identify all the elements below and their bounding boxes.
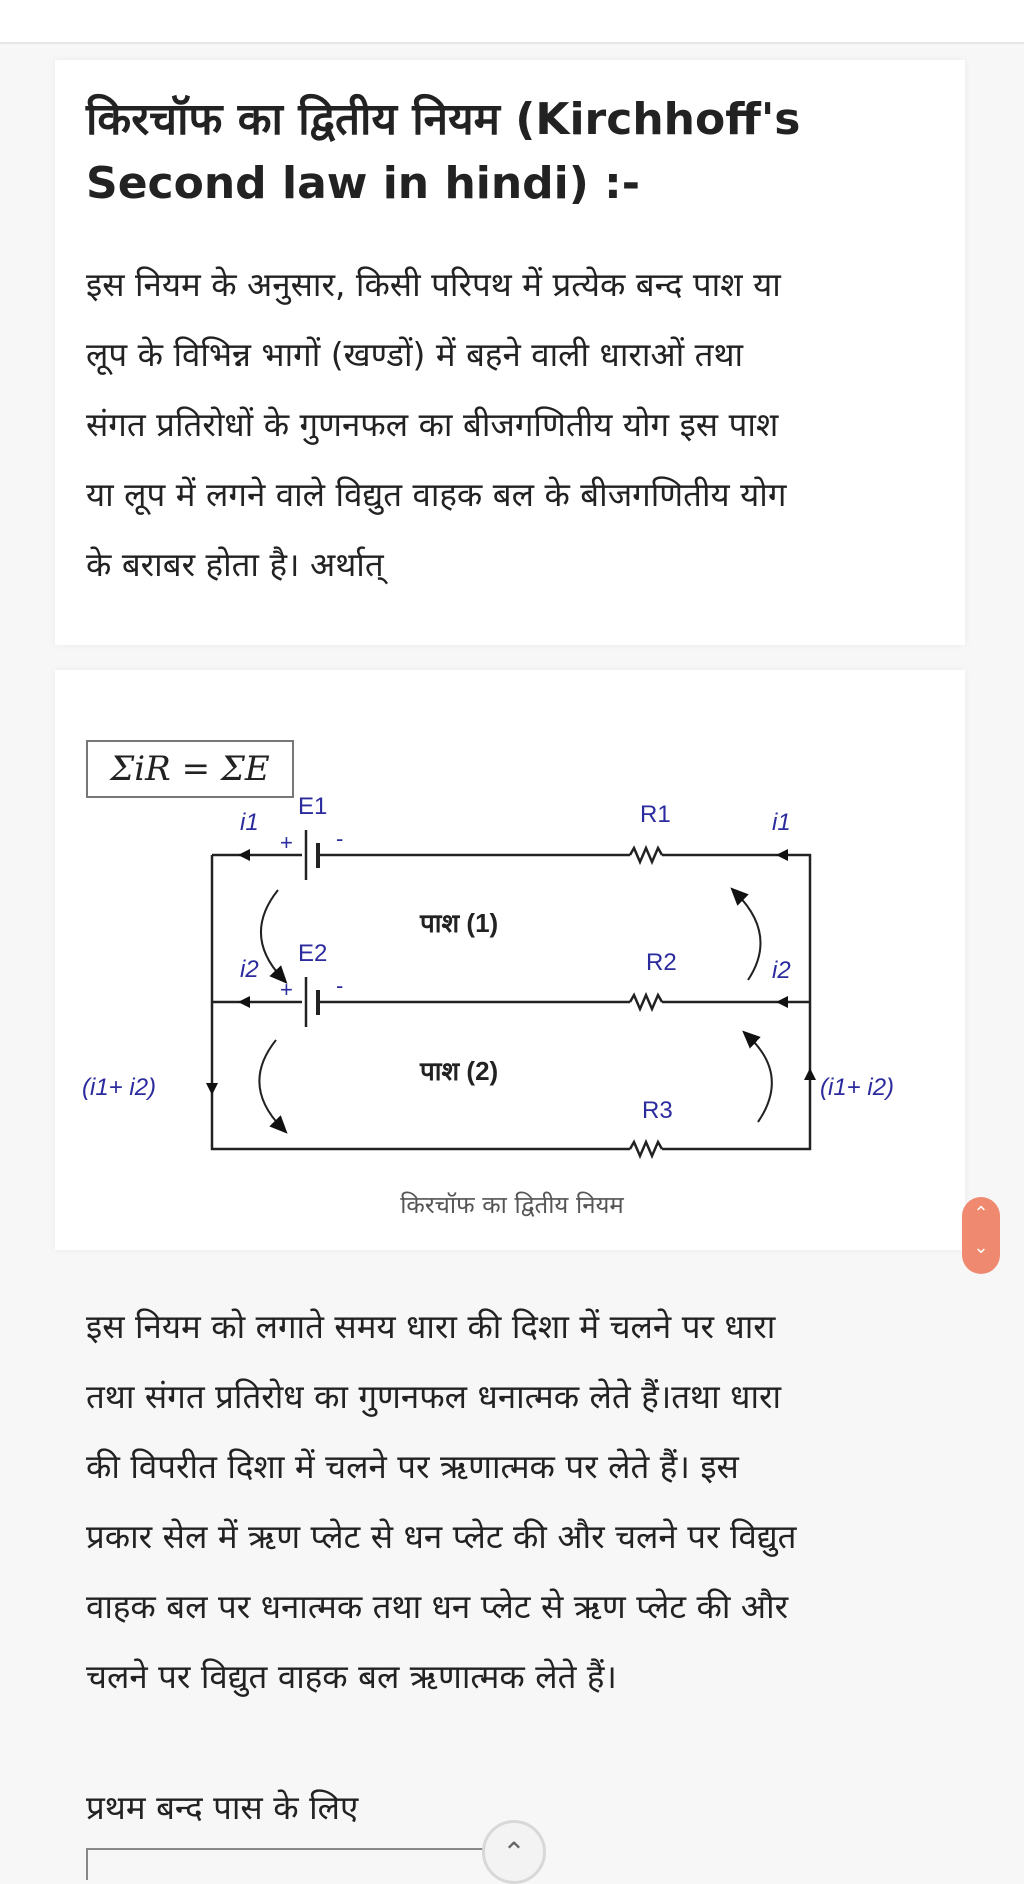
chevron-up-icon[interactable]: ⌃ bbox=[973, 1203, 989, 1224]
equation-box bbox=[86, 1848, 488, 1880]
chevron-up-icon[interactable]: ⌃ bbox=[502, 1836, 526, 1869]
label-e2: E2 bbox=[298, 940, 328, 967]
label-plus-e1: + bbox=[280, 830, 293, 855]
resistor-r1 bbox=[630, 848, 662, 862]
label-i2-left: i2 bbox=[240, 956, 259, 983]
title-line: किरचॉफ का द्वितीय नियम (Kirchhoff's bbox=[86, 94, 801, 145]
chevron-down-icon[interactable]: ⌄ bbox=[973, 1237, 989, 1258]
label-r1: R1 bbox=[640, 801, 671, 828]
first-loop-heading: प्रथम बन्द पास के लिए bbox=[86, 1788, 359, 1827]
resistor-r2 bbox=[630, 995, 662, 1009]
back-to-top-button[interactable] bbox=[482, 1820, 546, 1884]
text-line: चलने पर विद्युत वाहक बल ऋणात्मक लेते हैं। bbox=[86, 1657, 617, 1696]
label-e1: E1 bbox=[298, 793, 328, 820]
text-line: संगत प्रतिरोधों के गुणनफल का बीजगणितीय योग इस पाश bbox=[86, 405, 779, 444]
label-i1-right: i1 bbox=[772, 809, 791, 836]
text-line: इस नियम के अनुसार, किसी परिपथ में प्रत्येक बन्द पाश या bbox=[86, 265, 781, 304]
label-r3: R3 bbox=[642, 1097, 673, 1124]
text-line: या लूप में लगने वाले विद्युत वाहक बल के बीजगणितीय योग bbox=[86, 475, 787, 514]
resistor-r3 bbox=[630, 1142, 662, 1156]
formula-box: ΣiR = ΣE bbox=[86, 740, 294, 798]
label-plus-e2: + bbox=[280, 977, 293, 1002]
label-sum-current-right: (i1+ i2) bbox=[820, 1074, 895, 1101]
label-loop-1: पाश (1) bbox=[420, 908, 499, 938]
text-line: की विपरीत दिशा में चलने पर ऋणात्मक पर लेते हैं। इस bbox=[86, 1447, 739, 1486]
text-line: लूप के विभिन्न भागों (खण्डों) में बहने वाली धाराओं तथा bbox=[86, 335, 744, 374]
title-line: Second law in hindi) :- bbox=[86, 158, 641, 209]
text-line: के बराबर होता है। अर्थात् bbox=[86, 545, 384, 584]
scroll-nav-button[interactable] bbox=[962, 1197, 1000, 1274]
text-line: तथा संगत प्रतिरोध का गुणनफल धनात्मक लेते हैं।तथा धारा bbox=[86, 1377, 782, 1416]
label-minus-e2: - bbox=[336, 973, 344, 998]
diagram-caption: किरचॉफ का द्वितीय नियम bbox=[400, 1191, 624, 1219]
label-minus-e1: - bbox=[336, 826, 344, 851]
text-line: इस नियम को लगाते समय धारा की दिशा में चलने पर धारा bbox=[86, 1307, 776, 1346]
label-loop-2: पाश (2) bbox=[420, 1056, 499, 1086]
label-i2-right: i2 bbox=[772, 957, 791, 984]
text-line: प्रकार सेल में ऋण प्लेट से धन प्लेट की और चलने पर विद्युत bbox=[86, 1517, 797, 1556]
rule-paragraph bbox=[86, 1292, 796, 1712]
text-line: वाहक बल पर धनात्मक तथा धन प्लेट से ऋण प्लेट की और bbox=[86, 1587, 789, 1626]
label-r2: R2 bbox=[646, 949, 677, 976]
label-sum-current-left: (i1+ i2) bbox=[82, 1074, 157, 1101]
label-i1-left: i1 bbox=[240, 809, 259, 836]
